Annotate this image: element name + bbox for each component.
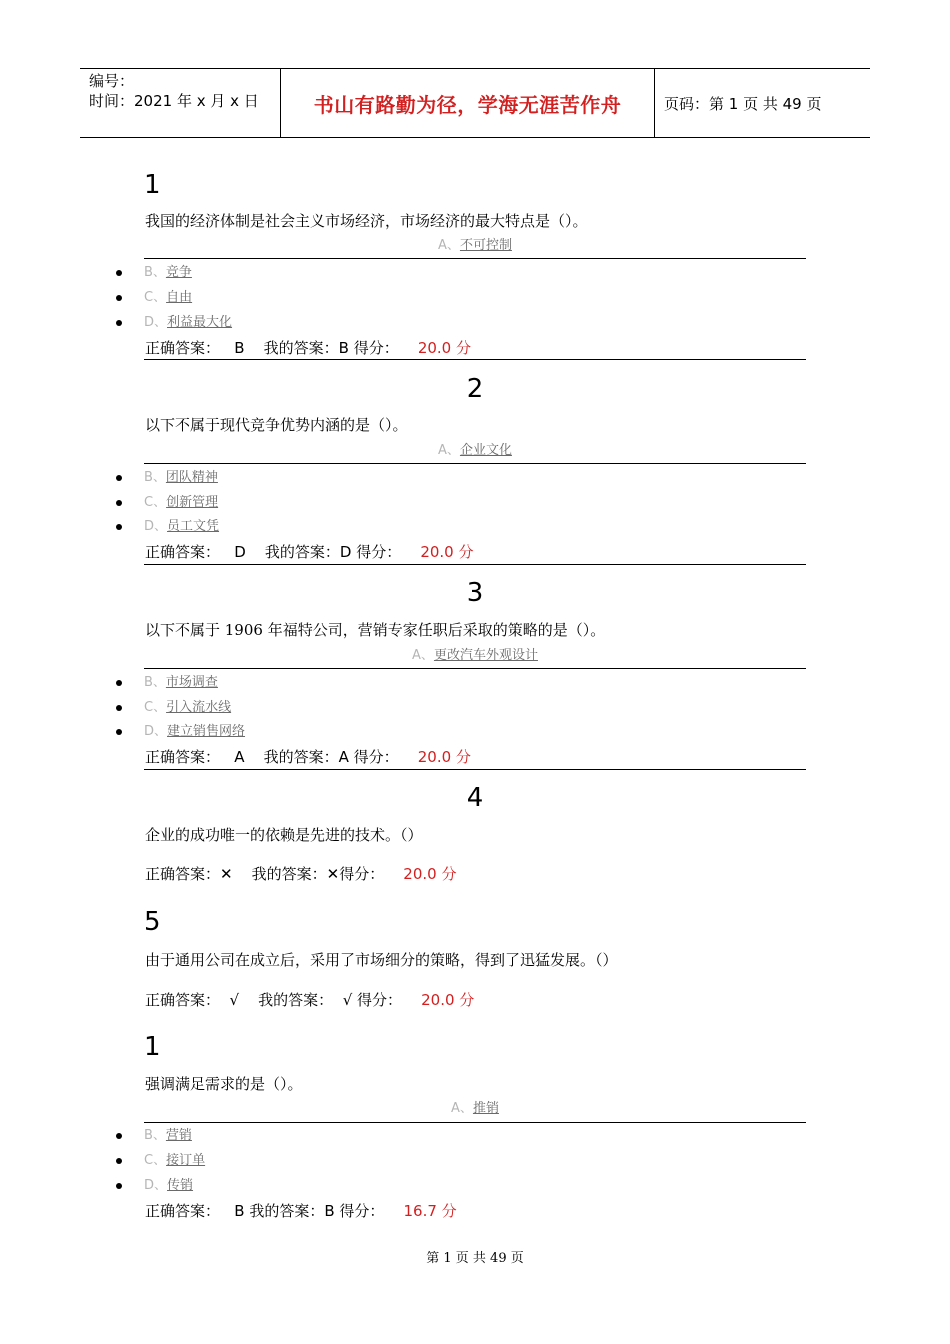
- bullet-icon: [116, 320, 122, 326]
- bullet-icon: [116, 1133, 122, 1139]
- option-d[interactable]: D、利益最大化: [144, 315, 233, 330]
- score: 20.0 分: [403, 865, 457, 883]
- answer-line: 正确答案： B 我的答案：B 得分： 16.7 分: [145, 1202, 457, 1220]
- option-b[interactable]: B、团队精神: [144, 470, 218, 485]
- question-number: 2: [466, 374, 484, 404]
- question-stem: 以下不属于现代竞争优势内涵的是（）。: [145, 416, 408, 434]
- option-b[interactable]: B、市场调查: [144, 675, 218, 690]
- score: 20.0 分: [417, 339, 471, 357]
- answer-line: 正确答案： D 我的答案：D 得分： 20.0 分: [145, 543, 474, 561]
- option-d[interactable]: D、建立销售网络: [144, 724, 246, 739]
- divider: [144, 463, 806, 464]
- option-a[interactable]: A、企业文化: [438, 443, 512, 458]
- score: 20.0 分: [421, 991, 475, 1009]
- bullet-icon: [116, 680, 122, 686]
- option-c[interactable]: C、创新管理: [144, 495, 219, 510]
- option-a[interactable]: A、更改汽车外观设计: [412, 648, 538, 663]
- divider: [144, 1122, 806, 1123]
- option-d[interactable]: D、员工文凭: [144, 519, 220, 534]
- question-number: 4: [466, 783, 484, 813]
- bullet-icon: [116, 1183, 122, 1189]
- answer-line: 正确答案： A 我的答案：A 得分： 20.0 分: [145, 748, 471, 766]
- bullet-icon: [116, 500, 122, 506]
- divider: [144, 258, 806, 259]
- question-stem: 强调满足需求的是（）。: [145, 1075, 303, 1093]
- bullet-icon: [116, 1158, 122, 1164]
- code-label: 编号：: [89, 72, 135, 90]
- question-number: 1: [144, 170, 161, 200]
- option-c[interactable]: C、引入流水线: [144, 700, 232, 715]
- answer-line: 正确答案： B 我的答案：B 得分： 20.0 分: [145, 339, 471, 357]
- divider: [144, 564, 806, 565]
- option-c[interactable]: C、自由: [144, 290, 193, 305]
- option-d[interactable]: D、传销: [144, 1178, 194, 1193]
- option-b[interactable]: B、竞争: [144, 265, 192, 280]
- question-stem: 企业的成功唯一的依赖是先进的技术。（）: [145, 826, 423, 844]
- header-motto: 书山有路勤为径，学海无涯苦作舟: [281, 69, 655, 137]
- bullet-icon: [116, 270, 122, 276]
- question-number: 5: [144, 907, 161, 937]
- question-number: 1: [144, 1032, 161, 1062]
- bullet-icon: [116, 524, 122, 530]
- header-meta: [80, 69, 281, 137]
- answer-line: 正确答案： √ 我的答案： √ 得分： 20.0 分: [145, 991, 475, 1009]
- page-footer: 第 1 页 共 49 页: [426, 1251, 524, 1266]
- bullet-icon: [116, 705, 122, 711]
- option-c[interactable]: C、接订单: [144, 1153, 206, 1168]
- score: 20.0 分: [417, 748, 471, 766]
- answer-line: 正确答案：✕ 我的答案：✕得分： 20.0 分: [145, 865, 457, 883]
- divider: [144, 769, 806, 770]
- score: 20.0 分: [420, 543, 474, 561]
- divider: [144, 668, 806, 669]
- question-stem: 我国的经济体制是社会主义市场经济，市场经济的最大特点是（）。: [145, 212, 588, 230]
- question-number: 3: [466, 578, 484, 608]
- bullet-icon: [116, 295, 122, 301]
- option-a[interactable]: A、不可控制: [438, 238, 512, 253]
- option-b[interactable]: B、营销: [144, 1128, 192, 1143]
- time-label: 时间：2021 年 x 月 x 日: [89, 92, 259, 110]
- header-page-label: 页码：第 1 页 共 49 页: [664, 94, 822, 113]
- option-a[interactable]: A、推销: [451, 1101, 499, 1116]
- page-header: [80, 68, 870, 138]
- bullet-icon: [116, 729, 122, 735]
- divider: [144, 359, 806, 360]
- question-stem: 由于通用公司在成立后，采用了市场细分的策略，得到了迅猛发展。（）: [145, 951, 618, 969]
- score: 16.7 分: [403, 1202, 457, 1220]
- question-stem: 以下不属于 1906 年福特公司，营销专家任职后采取的策略的是（）。: [145, 621, 606, 639]
- bullet-icon: [116, 475, 122, 481]
